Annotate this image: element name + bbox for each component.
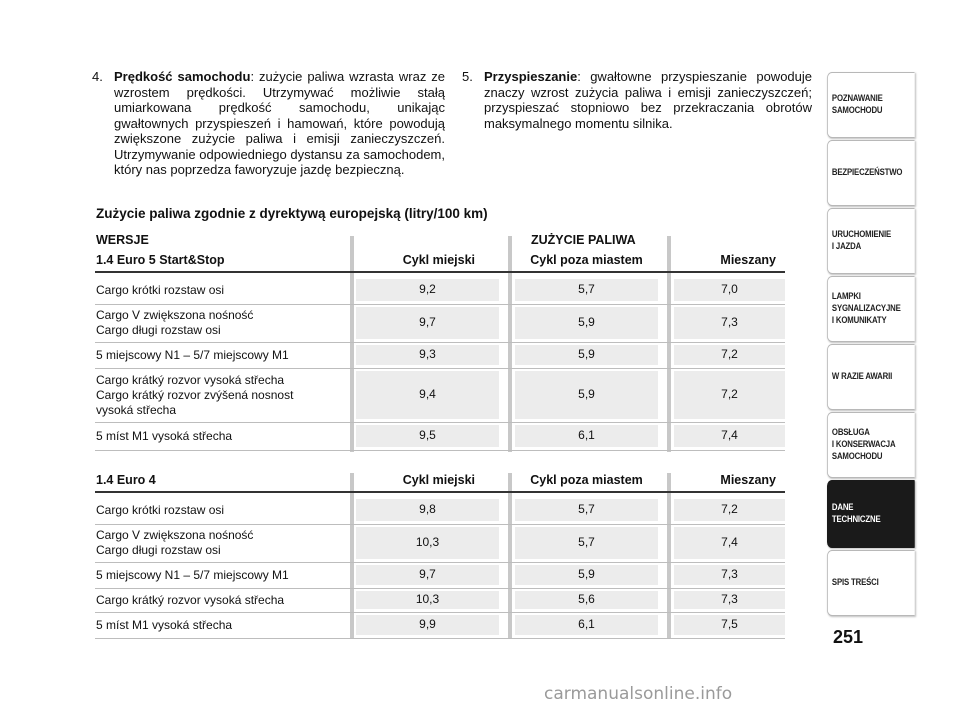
column-divider (508, 473, 512, 638)
column-divider (508, 236, 512, 452)
paragraph-text: : gwałtowne przyspieszanie powoduje znaczy wzrost zużycia paliwa i emisji zanieczyszczeń; przyspieszać stopniowo bez przekraczania obrotów maksymalnego momentu silnika. (484, 69, 812, 131)
chapter-tab-label: OBSŁUGA (831, 427, 870, 438)
chapter-tab[interactable] (827, 412, 915, 478)
paragraph-5 (462, 69, 812, 131)
value-poza: 5,7 (578, 282, 595, 296)
chapter-tab-label: SAMOCHODU (831, 105, 883, 116)
column-header-poza: Cykl poza miastem (530, 253, 643, 267)
value-mieszany: 7,3 (721, 592, 738, 606)
version-label-line: 5 miejscowy N1 – 5/7 miejscowy M1 (96, 347, 289, 362)
version-label-line: 5 míst M1 vysoká střecha (96, 617, 233, 632)
chapter-tab[interactable] (827, 208, 915, 274)
chapter-tab-label: SAMOCHODU (831, 451, 883, 462)
column-header-poza: Cykl poza miastem (530, 473, 643, 487)
value-mieszany: 7,4 (721, 428, 738, 442)
version-label-line: Cargo krátký rozvor vysoká střecha (96, 372, 285, 387)
row-divider (95, 450, 785, 451)
page-number: 251 (833, 627, 864, 647)
column-divider (350, 236, 354, 452)
watermark: carmanualsonline.info (544, 684, 733, 704)
value-mieszany: 7,2 (721, 387, 738, 401)
value-miejski: 9,9 (419, 617, 436, 631)
chapter-tab[interactable] (827, 480, 915, 548)
version-label-line: 5 míst M1 vysoká střecha (96, 428, 233, 443)
version-label (96, 593, 284, 608)
paragraph-text: : zużycie paliwa wzrasta wraz ze wzrostem prędkości. Utrzymywać możliwie stałą umiarkowana prędkość samochodu, unikając gwałtownych przyspieszeń i hamowań, które powodują zwiększone zużycie paliwa i emisji zanieczyszczeń. Utrzymywanie odpowiedniego dystansu za samochodem, który nas poprzedza faworyzuje jazdę bezpieczną. (114, 69, 445, 177)
value-miejski: 9,7 (419, 567, 436, 581)
version-label (96, 283, 224, 298)
column-header-wersje: WERSJE (96, 233, 149, 247)
value-mieszany: 7,3 (721, 315, 738, 329)
value-miejski: 10,3 (415, 535, 440, 549)
version-label-line: 5 miejscowy N1 – 5/7 miejscowy M1 (96, 567, 289, 582)
row-divider (95, 588, 785, 589)
row-divider (95, 612, 785, 613)
value-poza: 5,6 (578, 592, 595, 606)
column-header-miejski: Cykl miejski (402, 473, 475, 487)
column-header-mieszany: Mieszany (720, 253, 776, 267)
paragraph-heading: Przyspieszanie (484, 69, 578, 84)
chapter-tab-label: URUCHOMIENIE (831, 229, 891, 240)
column-divider (667, 473, 671, 638)
value-poza: 5,9 (578, 387, 595, 401)
paragraph-number: 5. (462, 69, 473, 84)
value-poza: 5,7 (578, 535, 595, 549)
version-label-line: Cargo krátký rozvor vysoká střecha (96, 592, 285, 607)
version-label-line: Cargo krátký rozvor zvýšená nosnost (96, 387, 294, 402)
row-divider (95, 638, 785, 639)
header-rule (95, 491, 785, 493)
value-mieszany: 7,3 (721, 567, 738, 581)
chapter-tab-label: I KOMUNIKATY (831, 315, 887, 326)
row-divider (95, 304, 785, 305)
paragraph-4 (92, 69, 445, 178)
version-label (96, 373, 293, 418)
chapter-tab-label: I JAZDA (831, 241, 862, 252)
value-poza: 5,7 (578, 502, 595, 516)
value-miejski: 10,3 (415, 592, 440, 606)
chapter-tab-label: TECHNICZNE (831, 514, 881, 525)
group-name: 1.4 Euro 4 (96, 473, 156, 487)
value-miejski: 9,4 (419, 387, 436, 401)
version-label-line: Cargo krótki rozstaw osi (96, 502, 225, 517)
value-poza: 6,1 (578, 428, 595, 442)
value-poza: 5,9 (578, 567, 595, 581)
version-label (96, 503, 224, 518)
row-divider (95, 342, 785, 343)
chapter-tab-label: POZNAWANIE (831, 93, 883, 104)
value-miejski: 9,2 (419, 282, 436, 296)
header-rule (95, 271, 785, 273)
row-divider (95, 524, 785, 525)
chapter-tab[interactable] (827, 140, 915, 206)
version-label-line: Cargo krótki rozstaw osi (96, 282, 225, 297)
chapter-tab[interactable] (827, 344, 915, 410)
column-divider (667, 236, 671, 452)
version-label-line: Cargo długi rozstaw osi (96, 323, 221, 337)
row-divider (95, 368, 785, 369)
version-label-line: Cargo V zwiększona nośność (96, 308, 254, 322)
value-mieszany: 7,4 (721, 535, 738, 549)
value-miejski: 9,3 (419, 347, 436, 361)
column-divider (350, 473, 354, 638)
value-mieszany: 7,0 (721, 282, 738, 296)
version-label (96, 308, 253, 338)
group-name: 1.4 Euro 5 Start&Stop (96, 253, 225, 267)
version-label-line: Cargo długi rozstaw osi (96, 543, 221, 557)
row-divider (95, 562, 785, 563)
version-label-line: vysoká střecha (96, 402, 177, 417)
section-title: Zużycie paliwa zgodnie z dyrektywą europejską (litry/100 km) (96, 206, 488, 221)
chapter-tab-label: SPIS TREŚCI (831, 577, 879, 588)
column-header-mieszany: Mieszany (720, 473, 776, 487)
chapter-tab-label: DANE (831, 502, 854, 513)
chapter-tab-label: W RAZIE AWARII (831, 371, 893, 382)
chapter-tab[interactable] (827, 276, 915, 342)
column-header-zuzycie: ZUŻYCIE PALIWA (531, 233, 636, 247)
value-poza: 5,9 (578, 347, 595, 361)
chapter-tab[interactable] (827, 550, 915, 616)
version-label (96, 429, 232, 444)
version-label (96, 618, 232, 633)
value-miejski: 9,7 (419, 315, 436, 329)
chapter-tab-label: LAMPKI (831, 291, 861, 302)
chapter-tab-label: I KONSERWACJA (831, 439, 896, 450)
version-label (96, 348, 289, 363)
value-miejski: 9,8 (419, 502, 436, 516)
row-divider (95, 422, 785, 423)
chapter-tab-label: SYGNALIZACYJNE (831, 303, 901, 314)
paragraph-heading: Prędkość samochodu (114, 69, 251, 84)
value-mieszany: 7,2 (721, 502, 738, 516)
paragraph-number: 4. (92, 69, 103, 84)
value-mieszany: 7,2 (721, 347, 738, 361)
value-poza: 5,9 (578, 315, 595, 329)
version-label (96, 568, 289, 583)
column-header-miejski: Cykl miejski (402, 253, 475, 267)
chapter-tab-label: BEZPIECZEŃSTWO (831, 167, 903, 178)
chapter-tab[interactable] (827, 72, 915, 138)
version-label-line: Cargo V zwiększona nośność (96, 528, 254, 542)
version-label (96, 528, 253, 558)
value-mieszany: 7,5 (721, 617, 738, 631)
value-poza: 6,1 (578, 617, 595, 631)
value-miejski: 9,5 (419, 428, 436, 442)
